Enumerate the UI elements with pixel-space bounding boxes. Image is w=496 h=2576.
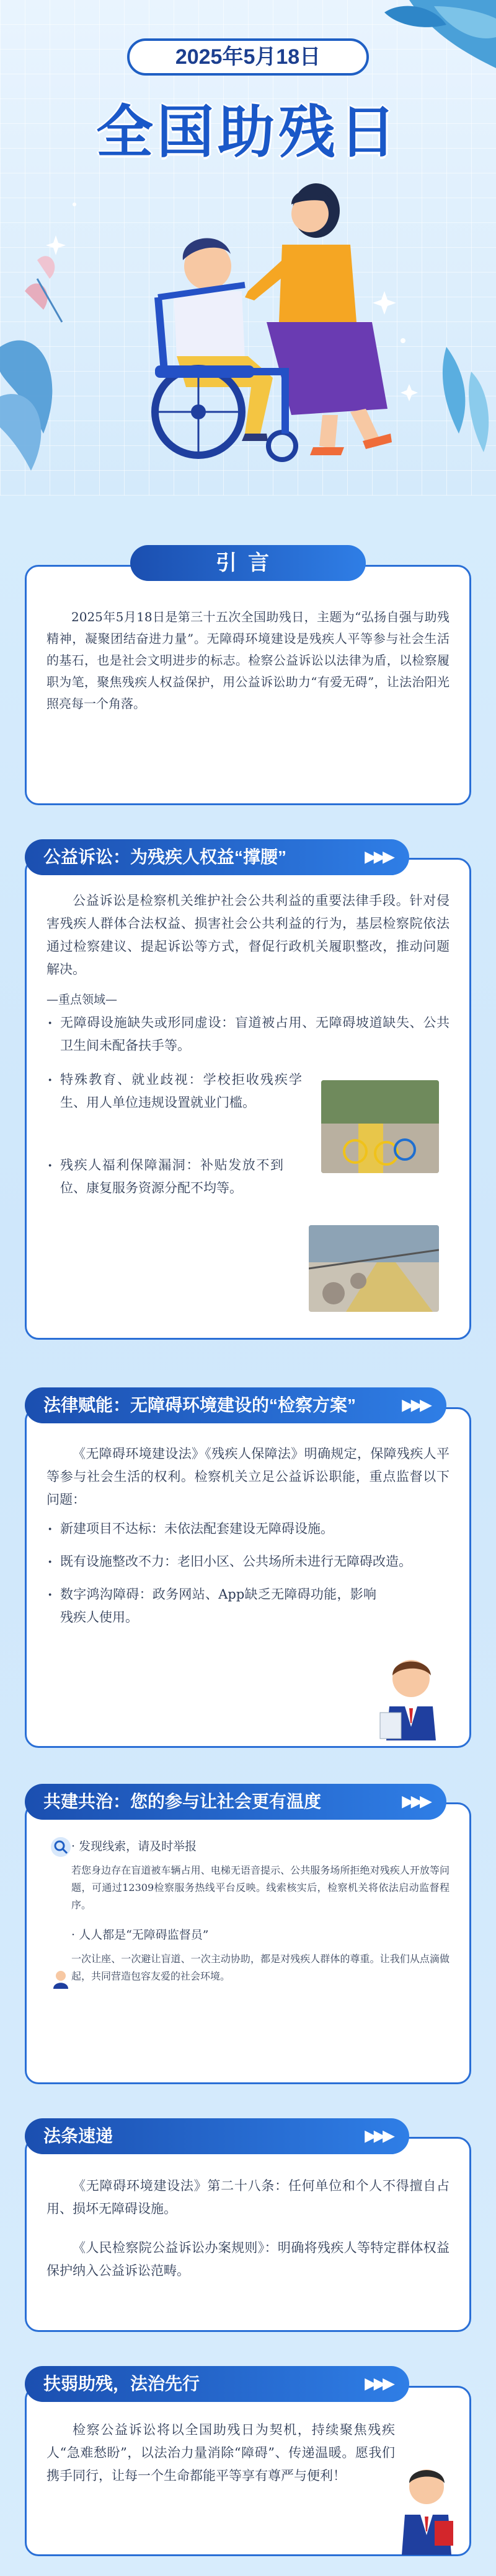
triple-chevron-icon: ▶▶▶ xyxy=(365,2128,392,2144)
section1-item-3: · 残疾人福利保障漏洞：补贴发放不到位、康复服务资源分配不均等。 xyxy=(46,1154,283,1200)
intro-heading-label: 引言 xyxy=(216,551,280,575)
section2-text: 《无障碍环境建设法》《残疾人保障法》明确规定，保障残疾人平等参与社会生活的权利。检察机关立足公益诉讼职能，重点监督以下问题： xyxy=(46,1446,450,1507)
person-icon xyxy=(50,1968,71,1989)
wheelchair-illustration xyxy=(155,183,392,460)
section3-body xyxy=(27,1804,469,1985)
section3-item1-text: 若您身边存在盲道被车辆占用、电梯无语音提示、公共服务场所拒绝对残疾人开放等问题，可通过12309检察服务热线平台反映。线索核实后，检察机关将依法启动监督程序。 xyxy=(71,1864,450,1911)
leaf-decoration-left xyxy=(0,256,62,471)
intro-heading xyxy=(130,545,366,581)
triple-chevron-icon: ▶▶▶ xyxy=(365,849,392,865)
section4-card xyxy=(25,2137,471,2332)
section3-heading-label: 共建共治：您的参与让社会更有温度 xyxy=(43,1792,322,1811)
section1-focus-label: —重点领域— xyxy=(46,993,118,1006)
lawyer-avatar-icon xyxy=(392,2462,461,2555)
section3-item2-text: 一次让座、一次避让盲道、一次主动协助，都是对残疾人群体的尊重。让我们从点滴做起，共同营造包容友爱的社会环境。 xyxy=(71,1953,450,1982)
section5-card xyxy=(25,2386,471,2556)
lawyer-avatar-icon xyxy=(374,1654,448,1740)
section2-body xyxy=(27,1409,469,1629)
section2-item-3: · 数字鸿沟障碍：政务网站、App缺乏无障碍功能，影响残疾人使用。 xyxy=(46,1583,376,1629)
section1-heading xyxy=(25,839,409,875)
section1-card xyxy=(25,858,471,1340)
magnifier-icon xyxy=(50,1836,71,1858)
triple-chevron-icon: ▶▶▶ xyxy=(402,1397,429,1413)
section4-law-1: 《无障碍环境建设法》第二十八条：任何单位和个人不得擅自占用、损坏无障碍设施。 xyxy=(46,2178,450,2216)
section1-item-1: · 无障碍设施缺失或形同虚设：盲道被占用、无障碍坡道缺失、公共卫生间未配备扶手等。 xyxy=(46,1011,450,1057)
section1-heading-label: 公益诉讼：为残疾人权益“撑腰” xyxy=(43,847,287,867)
triple-chevron-icon: ▶▶▶ xyxy=(365,2375,392,2392)
section3-item2-title: · 人人都是“无障碍监督员” xyxy=(71,1928,209,1942)
section3-card xyxy=(25,1802,471,2084)
photo-bikes-tactile-paving xyxy=(321,1080,439,1173)
leaf-decoration-right xyxy=(384,0,496,452)
section2-heading-label: 法律赋能：无障碍环境建设的“检察方案” xyxy=(43,1395,356,1415)
section2-item-1: · 新建项目不达标：未依法配套建设无障碍设施。 xyxy=(46,1517,450,1540)
intro-text: 2025年5月18日是第三十五次全国助残日，主题为“弘扬自强与助残精神，凝聚团结奋进力量”。无障碍环境建设是残疾人平等参与社会生活的基石，也是社会文明进步的标志。检察公益诉讼以法律为盾，以检察履职为笔，聚焦残疾人权益保护，用公益诉讼助力“有爱无碍”，让法治阳光照亮每一个角落。 xyxy=(46,609,450,711)
section5-heading-label: 扶弱助残，法治先行 xyxy=(43,2374,200,2393)
section2-item-2: · 既有设施整改不力：老旧小区、公共场所未进行无障碍改造。 xyxy=(46,1550,450,1573)
section2-card xyxy=(25,1407,471,1748)
section3-item1-title: · 发现线索，请及时举报 xyxy=(71,1840,197,1853)
section5-heading xyxy=(25,2366,409,2402)
section5-text: 检察公益诉讼将以全国助残日为契机，持续聚焦残疾人“急难愁盼”，以法治力量消除“障碍”、传递温暖。愿我们携手同行，让每一个生命都能平等享有尊严与便利！ xyxy=(46,2422,395,2483)
intro-card xyxy=(25,565,471,805)
section4-body xyxy=(27,2139,469,2282)
hero-banner xyxy=(0,0,496,496)
section1-text: 公益诉讼是检察机关维护社会公共利益的重要法律手段。针对侵害残疾人群体合法权益、损害社会公共利益的行为，基层检察院依法通过检察建议、提起诉讼等方式，督促行政机关履职整改，推动问题解决。 xyxy=(46,893,450,977)
triple-chevron-icon: ▶▶▶ xyxy=(402,1793,429,1810)
section4-heading xyxy=(25,2118,409,2154)
hero-title: 全国助残日 xyxy=(95,101,400,164)
section4-heading-label: 法条速递 xyxy=(43,2126,113,2146)
section3-heading xyxy=(25,1784,446,1820)
hero-date: 2025年5月18日 xyxy=(127,38,369,76)
section4-law-2: 《人民检察院公益诉讼办案规则》：明确将残疾人等特定群体权益保护纳入公益诉讼范畴。 xyxy=(46,2240,450,2278)
section1-item-2: · 特殊教育、就业歧视：学校拒收残疾学生、用人单位违规设置就业门槛。 xyxy=(46,1068,302,1114)
section2-heading xyxy=(25,1387,446,1423)
photo-tactile-path xyxy=(309,1225,439,1312)
